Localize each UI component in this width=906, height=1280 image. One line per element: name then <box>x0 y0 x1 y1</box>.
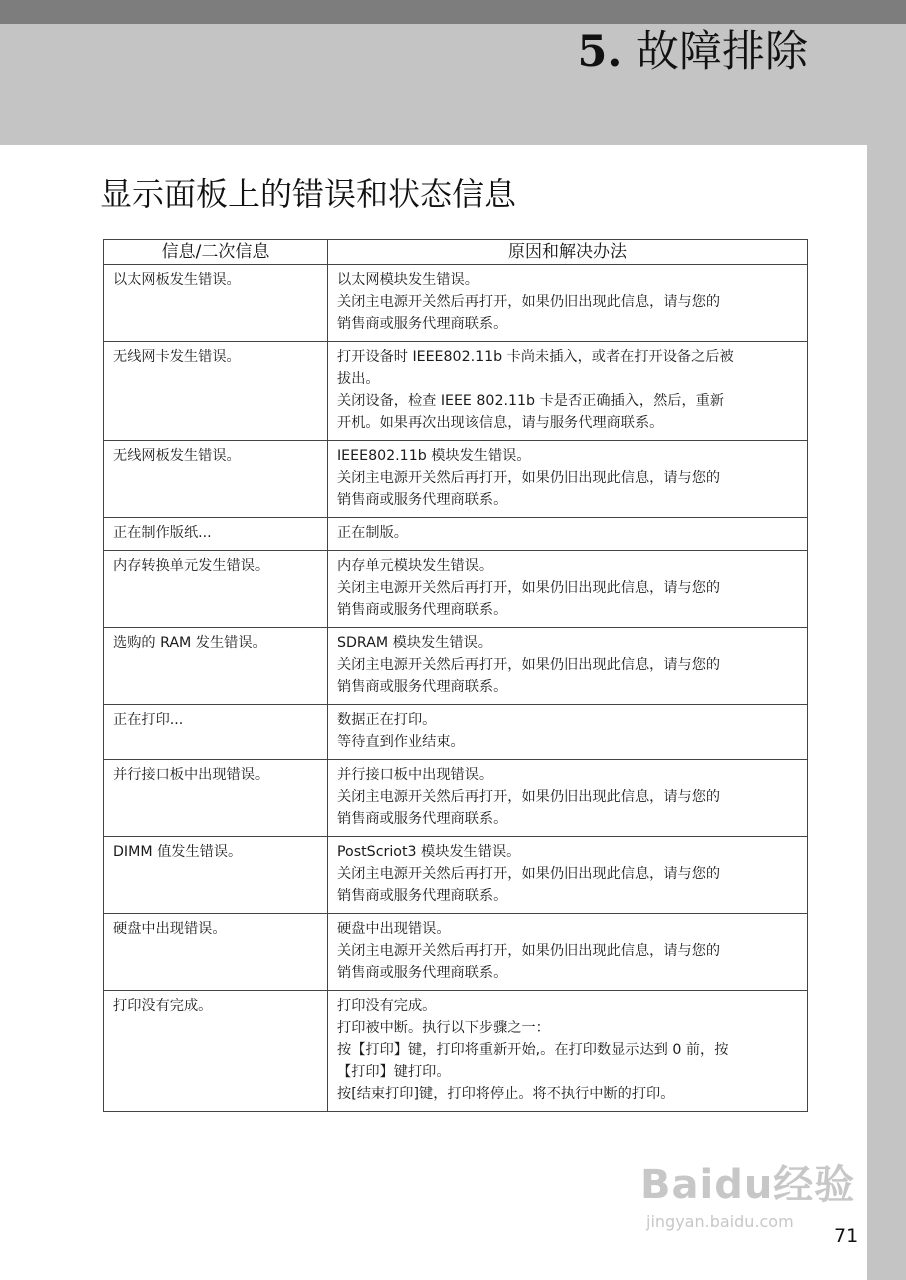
solution-line: PostScriot3 模块发生错误。 <box>337 844 521 860</box>
solution-line: 关闭设备，检查 IEEE 802.11b 卡是否正确插入，然后，重新 <box>337 393 725 409</box>
solution-line: 【打印】键打印。 <box>337 1064 451 1080</box>
solution-line: SDRAM 模块发生错误。 <box>337 635 492 651</box>
solution-line: 关闭主电源开关然后再打开，如果仍旧出现此信息，请与您的 <box>337 470 721 486</box>
solution-line: 内存单元模块发生错误。 <box>337 558 494 574</box>
solution-line: 销售商或服务代理商联系。 <box>337 965 508 981</box>
solution-cell <box>328 705 808 760</box>
table-row <box>104 760 808 837</box>
solution-line: 硬盘中出现错误。 <box>337 921 451 937</box>
right-margin-bar <box>867 145 906 1280</box>
solution-line: 销售商或服务代理商联系。 <box>337 316 508 332</box>
solution-cell <box>328 265 808 342</box>
solution-line: 关闭主电源开关然后再打开，如果仍旧出现此信息，请与您的 <box>337 657 721 673</box>
message-cell: 正在打印... <box>104 705 328 760</box>
column-header-message: 信息/二次信息 <box>104 240 328 265</box>
solution-line: 正在制版。 <box>337 525 408 541</box>
solution-line: 打印被中断。执行以下步骤之一： <box>337 1020 550 1036</box>
solution-line: 关闭主电源开关然后再打开，如果仍旧出现此信息，请与您的 <box>337 789 721 805</box>
solution-line: 等待直到作业结束。 <box>337 734 465 750</box>
table-row <box>104 628 808 705</box>
solution-line: 拔出。 <box>337 371 380 387</box>
watermark-site: jingyan.baidu.com <box>646 1212 794 1231</box>
error-message-table <box>103 239 808 1112</box>
message-cell: DIMM 值发生错误。 <box>104 837 328 914</box>
column-header-solution: 原因和解决办法 <box>328 240 808 265</box>
solution-line: 关闭主电源开关然后再打开，如果仍旧出现此信息，请与您的 <box>337 866 721 882</box>
top-strip <box>0 0 906 24</box>
table-row <box>104 265 808 342</box>
solution-line: 以太网模块发生错误。 <box>337 272 479 288</box>
chapter-number: 5. <box>577 27 623 77</box>
solution-cell <box>328 342 808 441</box>
solution-line: 关闭主电源开关然后再打开，如果仍旧出现此信息，请与您的 <box>337 580 721 596</box>
solution-cell <box>328 441 808 518</box>
solution-line: 销售商或服务代理商联系。 <box>337 602 508 618</box>
solution-line: 按[结束打印]键，打印将停止。将不执行中断的打印。 <box>337 1086 675 1102</box>
table-row <box>104 991 808 1112</box>
message-cell: 选购的 RAM 发生错误。 <box>104 628 328 705</box>
message-cell: 无线网板发生错误。 <box>104 441 328 518</box>
solution-line: 销售商或服务代理商联系。 <box>337 888 508 904</box>
table-body <box>104 265 808 1112</box>
message-cell: 以太网板发生错误。 <box>104 265 328 342</box>
table-row <box>104 705 808 760</box>
solution-line: 销售商或服务代理商联系。 <box>337 492 508 508</box>
solution-cell <box>328 991 808 1112</box>
solution-line: 销售商或服务代理商联系。 <box>337 811 508 827</box>
table-row <box>104 837 808 914</box>
message-cell: 内存转换单元发生错误。 <box>104 551 328 628</box>
solution-cell <box>328 518 808 551</box>
solution-line: 按【打印】键，打印将重新开始,。在打印数显示达到 0 前，按 <box>337 1042 729 1058</box>
table-row <box>104 551 808 628</box>
solution-line: 关闭主电源开关然后再打开，如果仍旧出现此信息，请与您的 <box>337 943 721 959</box>
chapter-title <box>577 26 808 78</box>
solution-line: 打印没有完成。 <box>337 998 437 1014</box>
table-row <box>104 518 808 551</box>
solution-line: 销售商或服务代理商联系。 <box>337 679 508 695</box>
solution-line: 开机。如果再次出现该信息，请与服务代理商联系。 <box>337 415 664 431</box>
solution-cell <box>328 551 808 628</box>
solution-cell <box>328 760 808 837</box>
solution-cell <box>328 914 808 991</box>
message-cell: 并行接口板中出现错误。 <box>104 760 328 837</box>
solution-cell <box>328 628 808 705</box>
message-cell: 硬盘中出现错误。 <box>104 914 328 991</box>
table-row <box>104 914 808 991</box>
table-row <box>104 342 808 441</box>
message-cell: 无线网卡发生错误。 <box>104 342 328 441</box>
solution-line: IEEE802.11b 模块发生错误。 <box>337 448 531 464</box>
section-title: 显示面板上的错误和状态信息 <box>100 175 517 213</box>
message-cell: 打印没有完成。 <box>104 991 328 1112</box>
solution-line: 打开设备时 IEEE802.11b 卡尚未插入，或者在打开设备之后被 <box>337 349 734 365</box>
table-row <box>104 441 808 518</box>
solution-line: 关闭主电源开关然后再打开，如果仍旧出现此信息，请与您的 <box>337 294 721 310</box>
solution-line: 并行接口板中出现错误。 <box>337 767 494 783</box>
watermark-brand: Baidu经验 <box>640 1162 856 1208</box>
chapter-title-text: 故障排除 <box>636 27 808 77</box>
baidu-watermark <box>640 1150 865 1250</box>
solution-line: 数据正在打印。 <box>337 712 437 728</box>
message-cell: 正在制作版纸... <box>104 518 328 551</box>
table-header-row <box>104 240 808 265</box>
page-number: 71 <box>834 1225 859 1247</box>
solution-cell <box>328 837 808 914</box>
